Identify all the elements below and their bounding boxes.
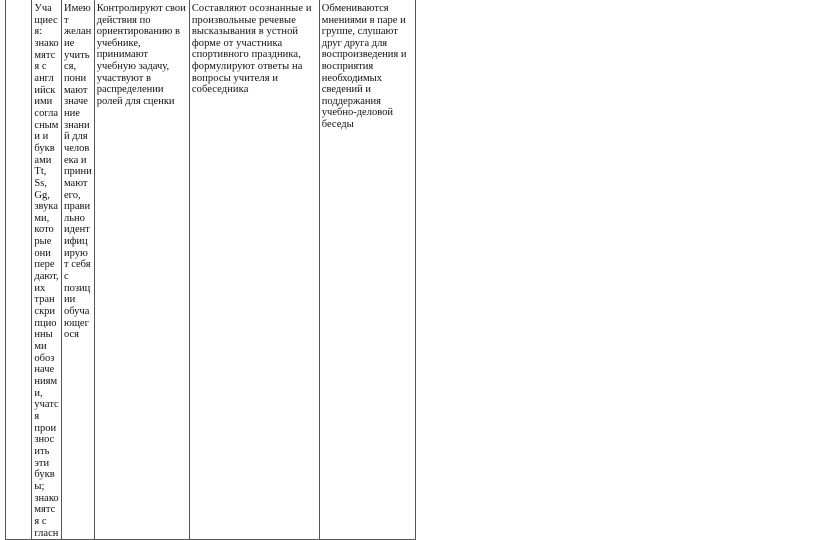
regulatory-actions-text: Контролируют свои действия по ориентированию в учебнике, принимают учебную задачу, участвуют в распределении ролей для сценки bbox=[96, 3, 186, 107]
table-cell-cognitive-actions bbox=[189, 0, 319, 540]
subject-results-text: Учащиеся: знакомятся с английскими согласными и буквами Tt, Ss, Gg, звуками, которые они передают, их транскрипционными обозначениями, учатся произносить эти буквы; знакомятся с гласн bbox=[34, 3, 59, 539]
lesson-plan-table bbox=[5, 0, 416, 540]
table-cell-personal-results bbox=[61, 0, 94, 540]
communicative-actions-text: Обмениваются мнениями в паре и группе, слушают друг друга для воспроизведения и восприятия необходимых сведений и поддержания учебно-деловой беседы bbox=[321, 3, 407, 130]
table-cell-subject-results bbox=[32, 0, 62, 540]
table-row bbox=[6, 0, 416, 540]
table-cell-empty bbox=[6, 0, 32, 540]
cognitive-actions-text: Составляют осознанные и произвольные речевые высказывания в устной форме от участника спортивного праздника, формулируют ответы на вопросы учителя и собеседника bbox=[191, 3, 312, 96]
table-cell-communicative-actions bbox=[319, 0, 415, 540]
personal-results-text: Имеют желание учиться, понимают значение знаний для человека и принимают его, правильно идентифицируют себя с позиции обучающегося bbox=[63, 3, 92, 341]
table-cell-regulatory-actions bbox=[94, 0, 189, 540]
